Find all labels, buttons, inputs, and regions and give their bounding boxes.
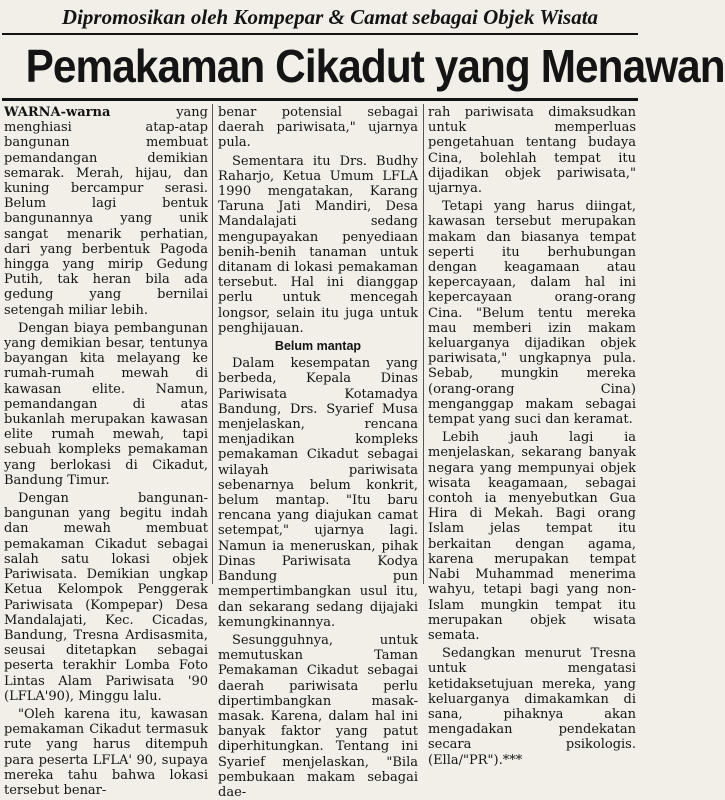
paragraph: Dalam kesempatan yang berbeda, Kepala Dinas Pariwisata Kotamadya Bandung, Drs. Syarief Musa menjelaskan, rencana menjadikan kompleks pemakaman Cikadut sebagai wilayah pariwisata sebenarnya belum konkrit, belum mantap. "Itu baru rencana yang diajukan camat setempat," ujarnya lagi. Namun ia meneruskan, pihak Dinas Pariwisata Kodya Bandung pun mempertimbangkan usul itu, dan sekarang sedang dijajaki kemungkinannya.: [218, 356, 418, 630]
paragraph: Sedangkan menurut Tresna untuk mengatasi ketidaksetujuan mereka, yang keluarganya dimakamkan di sana, pihaknya akan mengadakan pendekatan secara psikologis. (Ella/"PR").***: [428, 646, 636, 768]
paragraph-text: yang menghiasi atap-atap bangunan membuat pemandangan demikian semarak. Merah, hijau, dan kuning bercampur serasi. Belum lagi bentuk bangunannya yang unik sangat menarik perhatian, dari yang berbentuk Pagoda hingga yang mirip Gedung Putih, tak heran bila ada gedung yang bernilai setengah miliar lebih.: [4, 105, 208, 318]
headline: Pemakaman Cikadut yang Menawan: [25, 40, 725, 92]
column-divider: [423, 104, 424, 584]
paragraph: Sementara itu Drs. Budhy Raharjo, Ketua Umum LFLA 1990 mengatakan, Karang Taruna Jati Mandiri, Desa Mandalajati sedang mengupayakan penyediaan benih-benih tanaman untuk ditanam di lokasi pemakaman tersebut. Hal ini dianggap perlu untuk mencegah longsor, selain itu juga untuk penghijauan.: [218, 153, 418, 336]
paragraph: "Oleh karena itu, kawasan pemakaman Cikadut termasuk rute yang harus ditempuh para peserta LFLA' 90, supaya mereka tahu bahwa lokasi tersebut benar-: [4, 706, 208, 798]
subheading: Belum mantap: [274, 339, 362, 354]
paragraph: benar potensial sebagai daerah pariwisata," ujarnya pula.: [218, 105, 418, 151]
paragraph: Tetapi yang harus diingat, kawasan tersebut merupakan makam dan biasanya tempat seperti itu berhubungan dengan keagamaan atau kepercayaan, dalam hal ini kepercayaan orang-orang Cina. "Belum tentu mereka mau memberi izin makam keluarganya dijadikan objek pariwisata," ungkapnya pula. Sebab, mungkin mereka (orang-orang Cina) menganggap makam sebagai tempat yang suci dan keramat.: [428, 199, 636, 428]
paragraph: Dengan biaya pembangunan yang demikian besar, tentunya bayangan kita melayang ke rumah-rumah mewah di kawasan elite. Namun, pemandangan di atas bukanlah merupakan kawasan elite rumah mewah, tapi sebuah kompleks pemakaman yang berlokasi di Cikadut, Bandung Timur.: [4, 320, 208, 488]
paragraph: Dengan bangunan-bangunan yang begitu indah dan mewah membuat pemakaman Cikadut sebagai salah satu lokasi objek Pariwisata. Demikian ungkap Ketua Kelompok Penggerak Pariwisata (Kompepar) Desa Mandalajati, Kec. Cicadas, Bandung, Tresna Ardisasmita, seusai ditetapkan sebagai peserta terakhir Lomba Foto Lintas Alam Pariwisata '90 (LFLA'90), Minggu lalu.: [4, 491, 208, 704]
lead-word: WARNA-warna: [4, 105, 111, 120]
paragraph: rah pariwisata dimaksudkan untuk memperluas pengetahuan tentang budaya Cina, bolehlah tempat itu dijadikan objek pariwisata," ujarnya.: [428, 105, 636, 197]
text-column-2: [218, 105, 418, 800]
paragraph: Sesungguhnya, untuk memutuskan Taman Pemakaman Cikadut sebagai daerah pariwisata perlu dipertimbangkan masak-masak. Karena, dalam hal ini banyak faktor yang patut diperhitungkan. Tentang ini Syarief menjelaskan, "Bila pembukaan makam sebagai dae-: [218, 632, 418, 800]
headline-rule: [2, 98, 638, 101]
top-rule: [2, 33, 638, 35]
paragraph: Lebih jauh lagi ia menjelaskan, sekarang banyak negara yang mempunyai objek wisata keagamaan, sebagai contoh ia menyebutkan Gua Hira di Mekah. Bagi orang Islam jelas tempat itu berkaitan dengan agama, karena merupakan tempat Nabi Muhammad menerima wahyu, tetapi bagi yang non-Islam mungkin tempat itu merupakan objek wisata semata.: [428, 430, 636, 643]
kicker-subtitle: Dipromosikan oleh Kompepar & Camat sebagai Objek Wisata: [61, 5, 599, 29]
column-divider: [212, 104, 213, 584]
paragraph: [4, 105, 208, 318]
text-column-1: [4, 105, 208, 798]
text-column-3: [428, 105, 636, 768]
